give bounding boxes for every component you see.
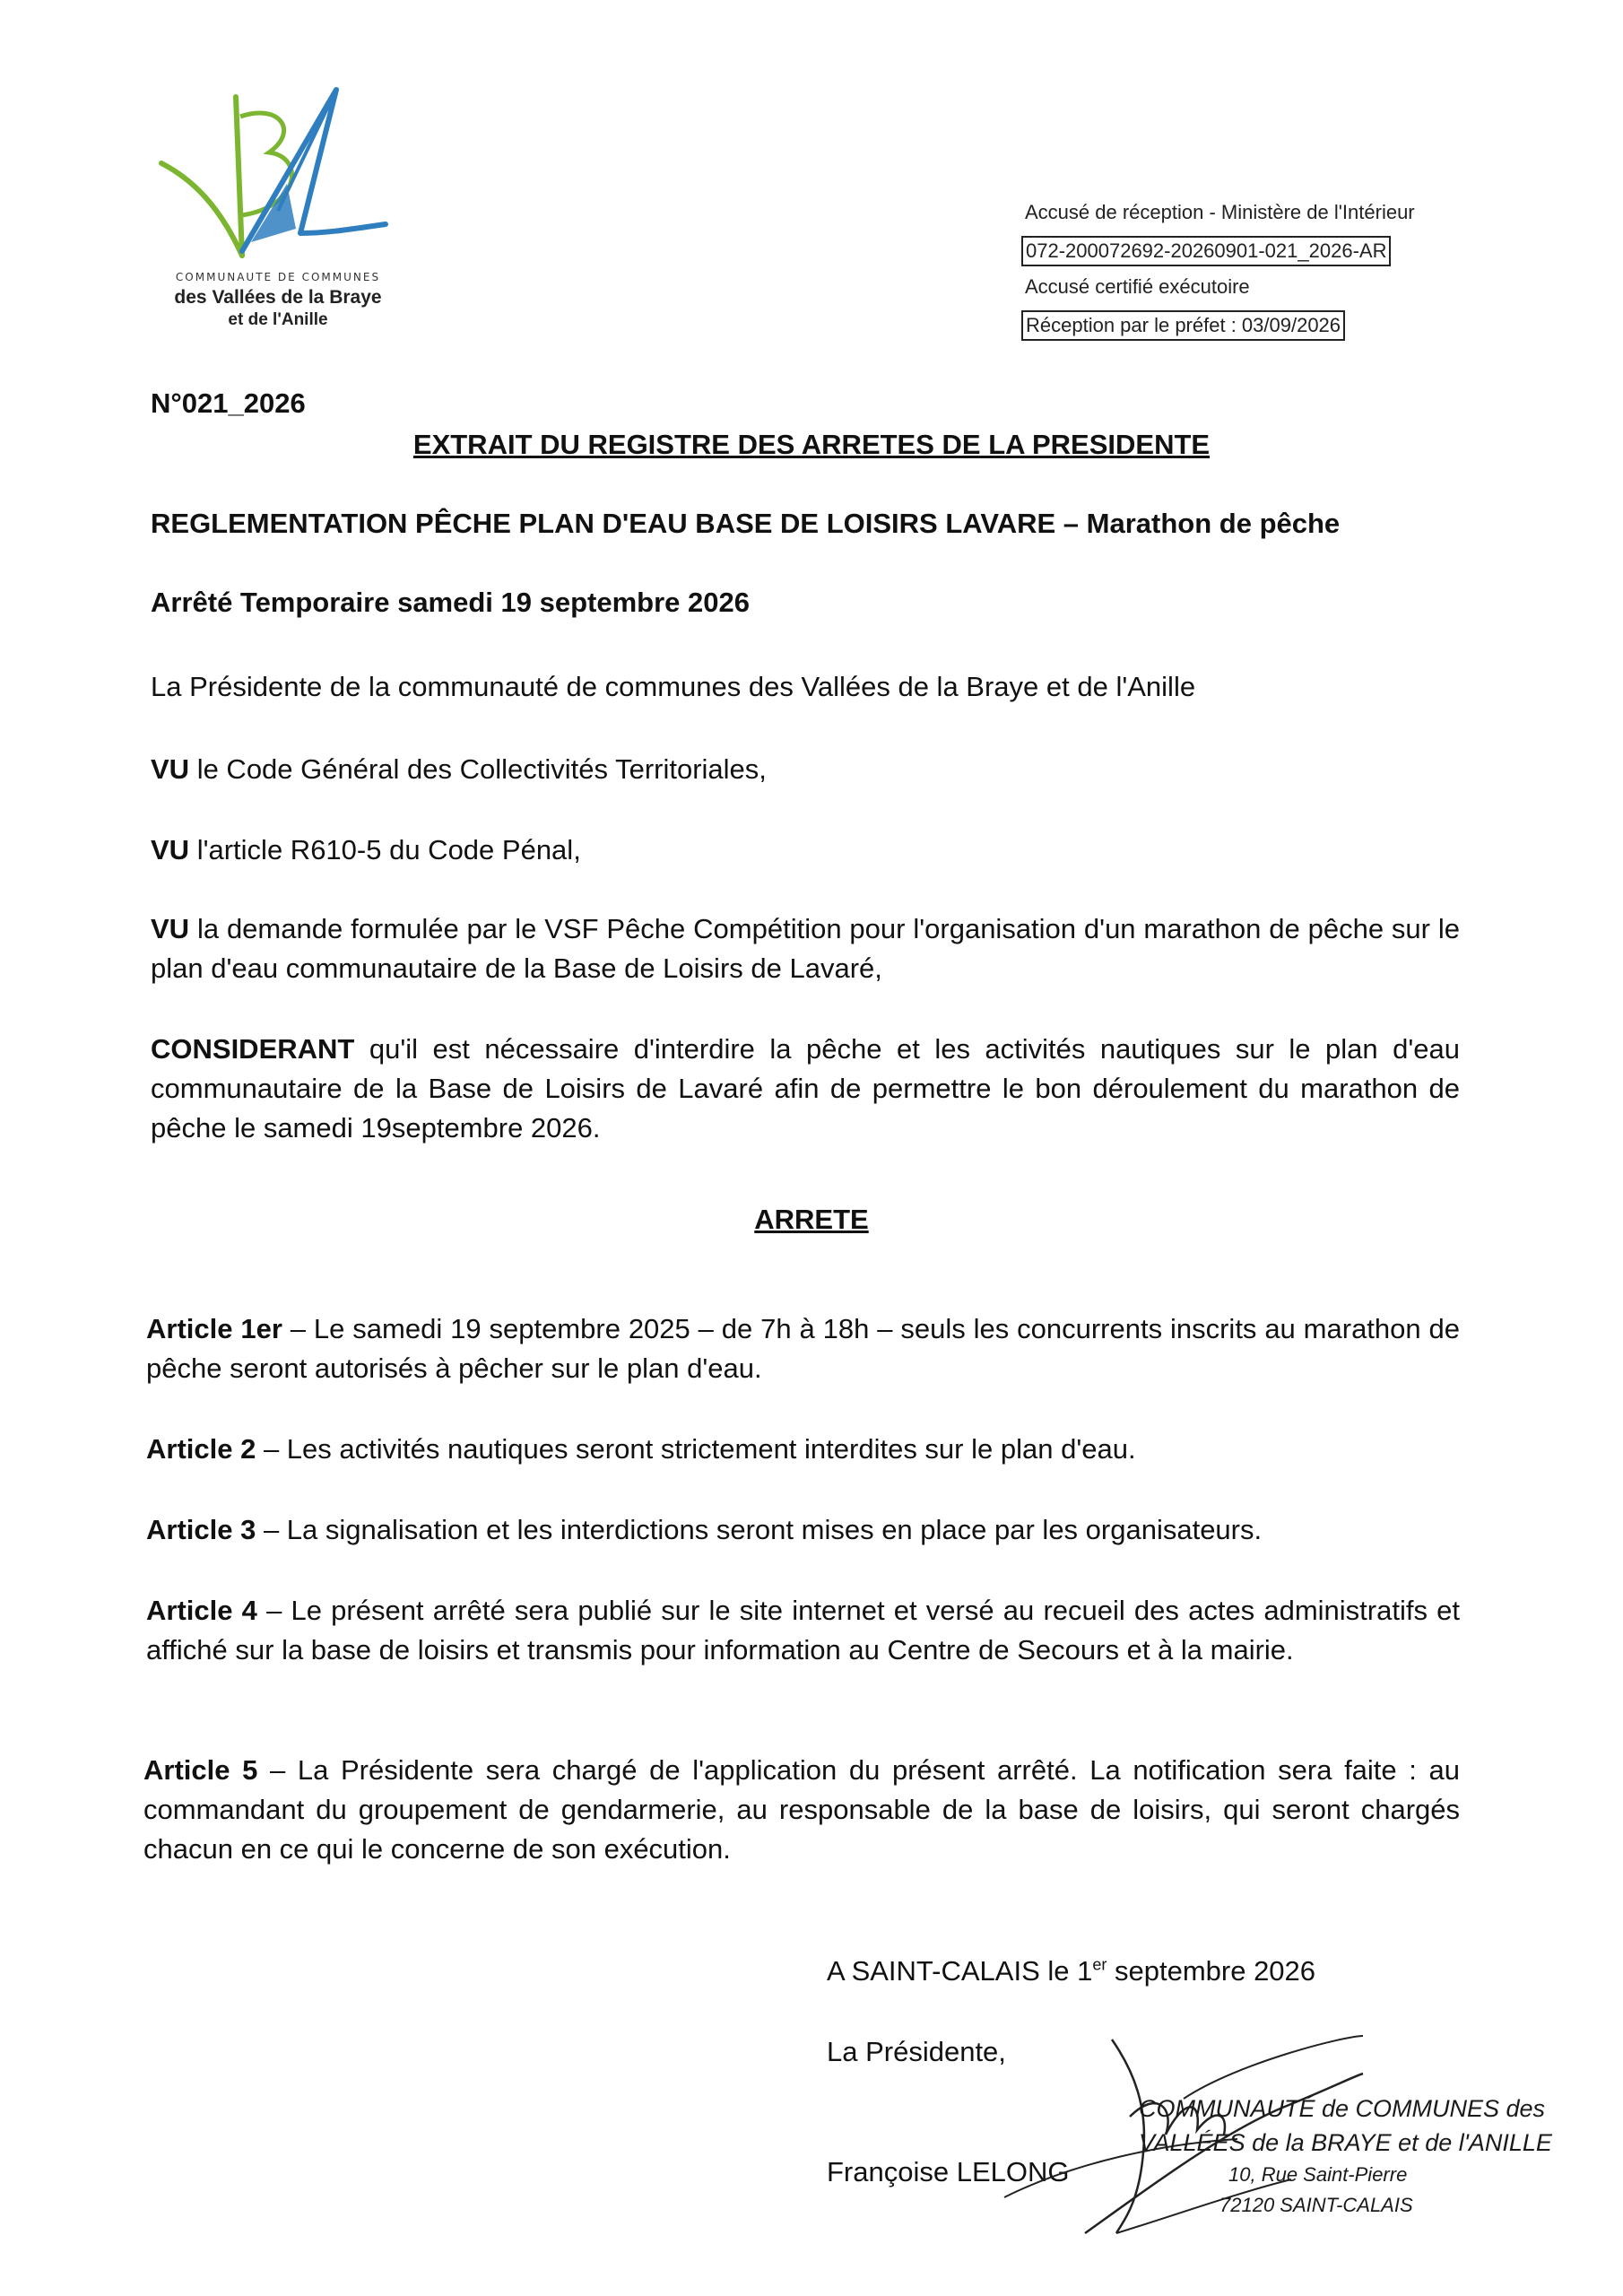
logo-line-3: et de l'Anille (228, 310, 328, 329)
logo-mark-icon (143, 81, 412, 269)
vu-paragraph-3 (151, 909, 1460, 988)
article-text: – Les activités nautiques seront strictement interdites sur le plan d'eau. (256, 1433, 1136, 1465)
president-line: La Présidente de la communauté de communes des Vallées de la Braye et de l'Anille (151, 671, 1196, 702)
article-4 (146, 1591, 1460, 1670)
vu-text: la demande formulée par le VSF Pêche Compétition pour l'organisation d'un marathon de pêche sur le plan d'eau communautaire de la Base de Loisirs de Lavaré, (151, 913, 1460, 984)
considerant-text: qu'il est nécessaire d'interdire la pêche et les activités nautiques sur le plan d'eau communautaire de la Base de Loisirs de Lavaré afin de permettre le bon déroulement du marathon de pêche le samedi 19septembre 2026. (151, 1033, 1460, 1144)
logo-line-2: des Vallées de la Braye (174, 287, 382, 308)
temporary-decree-date: Arrêté Temporaire samedi 19 septembre 2026 (151, 587, 750, 618)
vu-text: le Code Général des Collectivités Territoriales, (189, 753, 767, 785)
document-title: EXTRAIT DU REGISTRE DES ARRETES DE LA PRESIDENTE (412, 429, 1211, 460)
vu-paragraph-1 (151, 750, 1460, 789)
stamp-line-4: 72120 SAINT-CALAIS (1219, 2194, 1413, 2216)
signature-and-stamp (968, 2009, 1552, 2260)
article-text: – La signalisation et les interdictions seront mises en place par les organisateurs. (256, 1514, 1263, 1545)
article-text: – La Présidente sera chargé de l'application du présent arrêté. La notification sera faite : au commandant du groupement de gendarmerie, au responsable de la base de loisirs, qui seront chargés chacun en ce qui le concerne de son exécution. (143, 1754, 1461, 1865)
vu-label: VU (151, 913, 190, 944)
document-subject: REGLEMENTATION PÊCHE PLAN D'EAU BASE DE LOISIRS LAVARE – Marathon de pêche (151, 508, 1341, 539)
stamp-line-1: COMMUNAUTÉ de COMMUNES des (1139, 2095, 1546, 2122)
article-label: Article 3 (146, 1514, 256, 1545)
receipt-id: 072-200072692-20260901-021_2026-AR (1021, 236, 1391, 266)
article-5 (143, 1751, 1460, 1869)
article-3 (146, 1510, 1460, 1550)
place-and-date: A SAINT-CALAIS le 1er septembre 2026 (827, 1955, 1316, 1987)
stamp-line-3: 10, Rue Saint-Pierre (1228, 2163, 1408, 2186)
article-text: – Le présent arrêté sera publié sur le site internet et versé au recueil des actes administratifs et affiché sur la base de loisirs et transmis pour information au Centre de Secours et à la mairie. (146, 1595, 1460, 1665)
signatory-role: La Présidente, (827, 2036, 1006, 2067)
article-1 (146, 1309, 1460, 1388)
vu-paragraph-2 (151, 831, 1460, 870)
article-label: Article 4 (146, 1595, 257, 1626)
signatory-name: Françoise LELONG (827, 2156, 1070, 2187)
logo-line-1: COMMUNAUTE DE COMMUNES (175, 271, 381, 283)
receipt-prefect: Réception par le préfet : 03/09/2026 (1021, 310, 1345, 341)
article-label: Article 5 (143, 1754, 258, 1786)
article-text: – Le samedi 19 septembre 2025 – de 7h à 18h – seuls les concurrents inscrits au marathon de pêche seront autorisés à pêcher sur le plan d'eau. (146, 1313, 1461, 1384)
considerant-label: CONSIDERANT (151, 1033, 355, 1065)
receipt-certified: Accusé certifié exécutoire (1025, 275, 1250, 298)
decree-number: N°021_2026 (151, 387, 306, 419)
article-label: Article 1er (146, 1313, 282, 1344)
vu-label: VU (151, 834, 190, 865)
article-2 (146, 1430, 1460, 1469)
organization-logo (143, 81, 412, 341)
vu-text: l'article R610-5 du Code Pénal, (189, 834, 581, 865)
stamp-line-2: VALLÉES de la BRAYE et de l'ANILLE (1139, 2129, 1552, 2156)
arrete-heading: ARRETE (754, 1204, 869, 1235)
vu-label: VU (151, 753, 190, 785)
article-label: Article 2 (146, 1433, 256, 1465)
considerant-paragraph (151, 1030, 1460, 1148)
receipt-heading: Accusé de réception - Ministère de l'Intérieur (1025, 201, 1415, 223)
